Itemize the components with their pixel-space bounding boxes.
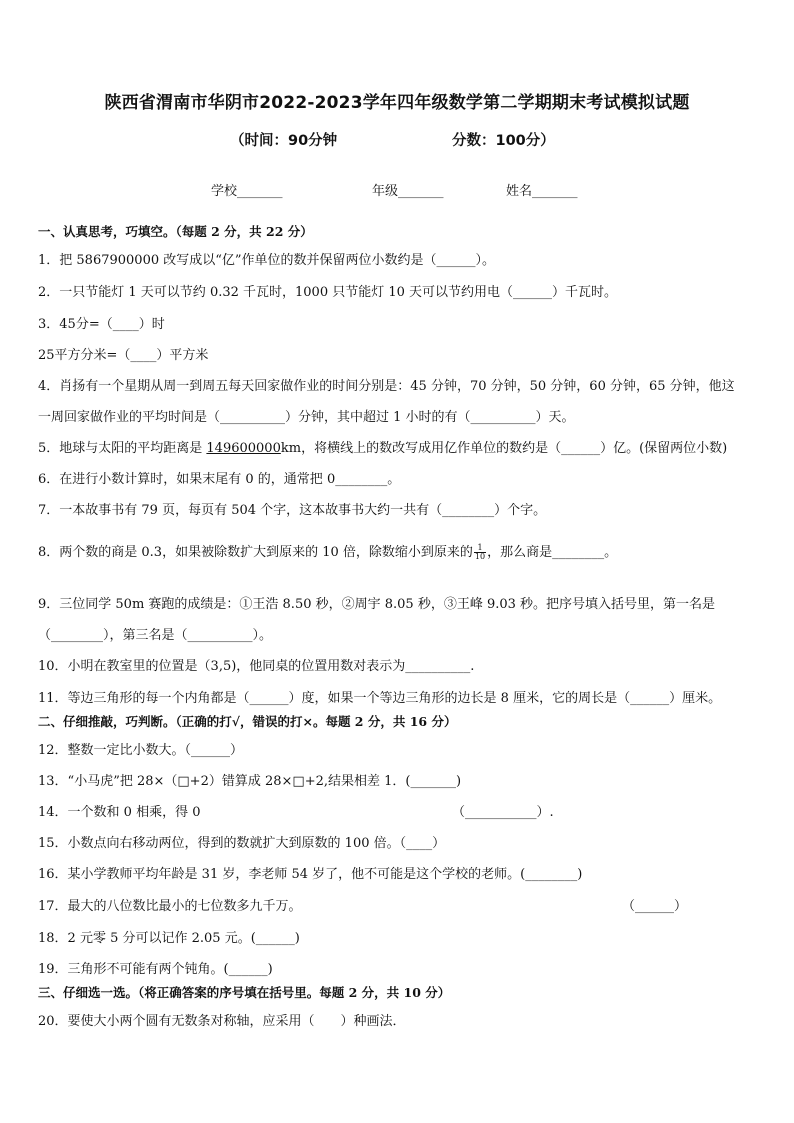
- page-title: 陕西省渭南市华阴市2022-2023学年四年级数学第二学期期末考试模拟试题: [104, 93, 690, 113]
- question-15: 15．小数点向右移动两位，得到的数就扩大到原数的 100 倍。（____）: [38, 836, 446, 851]
- section-heading-1: 一、认真思考，巧填空。（每题 2 分，共 22 分）: [38, 224, 313, 239]
- name-field: 姓名_______: [506, 184, 578, 199]
- exam-score: 分数：100分）: [452, 133, 555, 149]
- question-3: 3．45分=（____）时: [38, 317, 165, 332]
- question-12: 12．整数一定比小数大。（______）: [38, 743, 244, 758]
- question-9-line-2: （________），第三名是（__________）。: [38, 628, 273, 643]
- question-8-text-post: ，那么商是________。: [487, 545, 618, 560]
- exam-time: （时间：90分钟: [230, 133, 338, 149]
- question-4-line-1: 4．肖扬有一个星期从周一到周五每天回家做作业的时间分别是：45 分钟，70 分钟，50 分钟，60 分钟，65 分钟，他这: [38, 379, 735, 394]
- school-field: 学校_______: [211, 184, 283, 199]
- question-5-underlined-number: 149600000: [206, 441, 281, 456]
- question-4-line-2: 一周回家做作业的平均时间是（__________）分钟，其中超过 1 小时的有（__________）天。: [38, 410, 575, 425]
- grade-field: 年级_______: [372, 184, 444, 199]
- question-17-answer-blank: （______）: [622, 899, 688, 914]
- question-9-line-1: 9．三位同学 50m 赛跑的成绩是：①王浩 8.50 秒，②周宇 8.05 秒，③王峰 9.03 秒。把序号填入括号里，第一名是: [38, 597, 716, 612]
- question-5-text-post: km，将横线上的数改写成用亿作单位的数约是（______）亿。(保留两位小数): [280, 441, 728, 456]
- question-6: 6．在进行小数计算时，如果末尾有 0 的，通常把 0________。: [38, 472, 401, 487]
- question-14-answer-blank: （___________）.: [452, 805, 554, 820]
- fraction-numerator: 1: [474, 544, 486, 553]
- question-10: 10．小明在教室里的位置是（3,5)，他同桌的位置用数对表示为__________.: [38, 659, 475, 674]
- fraction-one-tenth: [474, 544, 486, 561]
- question-7: 7．一本故事书有 79 页，每页有 504 个字，这本故事书大约一共有（________）个字。: [38, 503, 547, 518]
- fraction-denominator: 10: [474, 552, 486, 561]
- question-16: 16．某小学教师平均年龄是 31 岁，李老师 54 岁了，他不可能是这个学校的老师。(________): [38, 867, 583, 882]
- question-8-text-pre: 8．两个数的商是 0.3，如果被除数扩大到原来的 10 倍，除数缩小到原来的: [38, 545, 473, 560]
- section-heading-3: 三、仔细选一选。（将正确答案的序号填在括号里。每题 2 分，共 10 分）: [38, 985, 451, 1000]
- question-1: 1．把 5867900000 改写成以“亿”作单位的数并保留两位小数约是（______）。: [38, 253, 496, 268]
- question-11: 11．等边三角形的每一个内角都是（______）度，如果一个等边三角形的边长是 8 厘米，它的周长是（______）厘米。: [38, 691, 722, 706]
- question-2: 2．一只节能灯 1 天可以节约 0.32 千瓦时，1000 只节能灯 10 天可以节约用电（______）千瓦时。: [38, 285, 618, 300]
- question-19: 19．三角形不可能有两个钝角。(______): [38, 962, 273, 977]
- section-heading-2: 二、仔细推敲，巧判断。（正确的打√，错误的打×。每题 2 分，共 16 分）: [38, 714, 457, 729]
- question-20: 20．要使大小两个圆有无数条对称轴，应采用（ ）种画法．: [38, 1014, 406, 1029]
- question-8: [38, 541, 617, 561]
- question-18: 18．2 元零 5 分可以记作 2.05 元。(______): [38, 931, 300, 946]
- question-17: 17．最大的八位数比最小的七位数多九千万。: [38, 899, 302, 914]
- question-3-part-b: 25平方分米=（____）平方米: [38, 348, 209, 363]
- question-5: [38, 437, 727, 456]
- question-14: 14．一个数和 0 相乘，得 0: [38, 805, 201, 820]
- question-13: 13．“小马虎”把 28×（□+2）错算成 28×□+2,结果相差 1．(_______): [38, 774, 462, 789]
- question-5-text-pre: 5．地球与太阳的平均距离是: [38, 441, 207, 456]
